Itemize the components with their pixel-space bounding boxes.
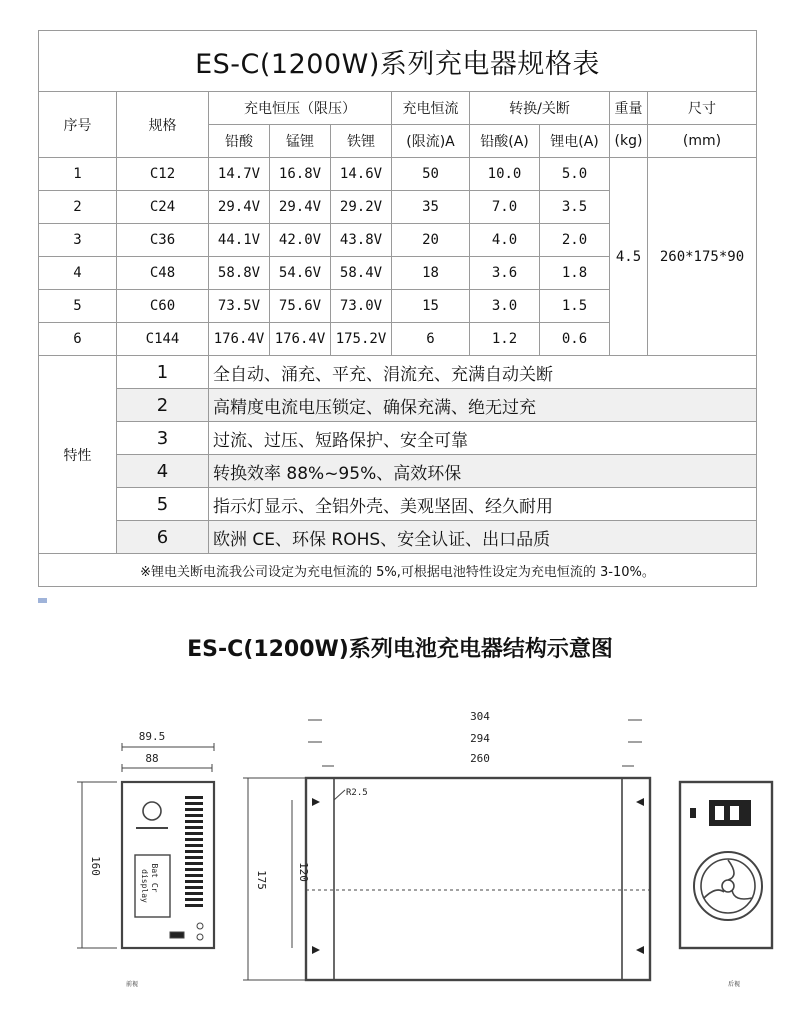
diagram-title: ES-C(1200W)系列电池充电器结构示意图 <box>187 637 613 662</box>
row-fe: 73.0V <box>331 290 392 323</box>
weight-value: 4.5 <box>610 158 648 356</box>
feature-number: 2 <box>117 389 209 422</box>
header-cc-unit: (限流)A <box>392 125 470 158</box>
spec-sheet <box>38 30 756 587</box>
size-value: 260*175*90 <box>648 158 757 356</box>
feature-number: 5 <box>117 488 209 521</box>
header-lead-acid: 铅酸 <box>209 125 270 158</box>
feature-row <box>39 389 757 422</box>
socket-slot <box>730 806 739 820</box>
fuse-icon <box>690 808 696 818</box>
header-switch-li: 锂电(A) <box>540 125 610 158</box>
knob-icon <box>143 802 161 820</box>
header-index: 序号 <box>39 92 117 158</box>
header-size-unit: (mm) <box>648 125 757 158</box>
led-icon <box>197 923 203 929</box>
header-lithium-fe: 铁锂 <box>331 125 392 158</box>
header-switch-lead: 铅酸(A) <box>470 125 540 158</box>
row-sw-lead: 1.2 <box>470 323 540 356</box>
spec-table <box>38 30 757 587</box>
row-sw-lead: 3.6 <box>470 257 540 290</box>
row-lead: 176.4V <box>209 323 270 356</box>
panel-text-2: display <box>140 869 149 903</box>
row-mn: 75.6V <box>270 290 331 323</box>
row-mn: 29.4V <box>270 191 331 224</box>
row-model: C36 <box>117 224 209 257</box>
feature-text: 转换效率 88%~95%、高效环保 <box>209 455 757 488</box>
feature-number: 6 <box>117 521 209 554</box>
row-sw-lead: 4.0 <box>470 224 540 257</box>
header-size: 尺寸 <box>648 92 757 125</box>
row-cc: 18 <box>392 257 470 290</box>
row-sw-li: 5.0 <box>540 158 610 191</box>
row-lead: 58.8V <box>209 257 270 290</box>
row-cc: 15 <box>392 290 470 323</box>
row-sw-lead: 7.0 <box>470 191 540 224</box>
dim-side-outer-height: 175 <box>255 870 268 890</box>
header-model: 规格 <box>117 92 209 158</box>
row-model: C12 <box>117 158 209 191</box>
panel-text-1: Bat Cr <box>150 863 159 893</box>
row-index: 5 <box>39 290 117 323</box>
vent-slots <box>185 796 203 907</box>
dim-side-length-1: 304 <box>470 710 490 723</box>
row-model: C60 <box>117 290 209 323</box>
dim-front-outer-width: 89.5 <box>138 730 166 743</box>
row-mn: 16.8V <box>270 158 331 191</box>
header-cc: 充电恒流 <box>392 92 470 125</box>
selection-marker <box>38 598 47 603</box>
row-index: 4 <box>39 257 117 290</box>
row-sw-li: 2.0 <box>540 224 610 257</box>
feature-text: 欧洲 CE、环保 ROHS、安全认证、出口品质 <box>209 521 757 554</box>
feature-row <box>39 422 757 455</box>
row-sw-li: 0.6 <box>540 323 610 356</box>
header-cv: 充电恒压（限压） <box>209 92 392 125</box>
row-sw-li: 1.5 <box>540 290 610 323</box>
row-lead: 14.7V <box>209 158 270 191</box>
dim-front-inner-width: 88 <box>145 752 159 765</box>
side-housing <box>306 778 650 980</box>
row-index: 1 <box>39 158 117 191</box>
row-lead: 44.1V <box>209 224 270 257</box>
row-cc: 20 <box>392 224 470 257</box>
fan-icon <box>694 852 762 920</box>
header-weight-unit: (kg) <box>610 125 648 158</box>
row-mn: 42.0V <box>270 224 331 257</box>
row-fe: 43.8V <box>331 224 392 257</box>
row-fe: 29.2V <box>331 191 392 224</box>
row-sw-lead: 3.0 <box>470 290 540 323</box>
row-cc: 6 <box>392 323 470 356</box>
side-notches <box>312 798 644 954</box>
dim-side-length-3: 260 <box>470 752 490 765</box>
table-title: ES-C(1200W)系列充电器规格表 <box>39 31 757 92</box>
feature-text: 高精度电流电压锁定、确保充满、绝无过充 <box>209 389 757 422</box>
header-weight: 重量 <box>610 92 648 125</box>
radius-leader <box>334 790 345 800</box>
structure-diagram <box>0 690 800 1030</box>
tiny-label-right: 后视 <box>728 981 741 988</box>
feature-text: 指示灯显示、全铝外壳、美观坚固、经久耐用 <box>209 488 757 521</box>
row-mn: 54.6V <box>270 257 331 290</box>
feature-row <box>39 521 757 554</box>
row-sw-lead: 10.0 <box>470 158 540 191</box>
feature-number: 4 <box>117 455 209 488</box>
header-switch: 转换/关断 <box>470 92 610 125</box>
feature-row <box>39 356 757 389</box>
feature-number: 3 <box>117 422 209 455</box>
row-fe: 14.6V <box>331 158 392 191</box>
feature-number: 1 <box>117 356 209 389</box>
feature-text: 全自动、涌充、平充、涓流充、充满自动关断 <box>209 356 757 389</box>
row-index: 3 <box>39 224 117 257</box>
dim-radius: R2.5 <box>346 788 368 798</box>
tiny-label-left: 前视 <box>126 981 139 988</box>
row-mn: 176.4V <box>270 323 331 356</box>
row-fe: 58.4V <box>331 257 392 290</box>
feature-row <box>39 488 757 521</box>
row-sw-li: 3.5 <box>540 191 610 224</box>
row-index: 2 <box>39 191 117 224</box>
switch-icon <box>170 932 184 938</box>
table-row <box>39 158 757 191</box>
row-model: C144 <box>117 323 209 356</box>
row-cc: 35 <box>392 191 470 224</box>
row-index: 6 <box>39 323 117 356</box>
table-note: ※锂电关断电流我公司设定为充电恒流的 5%,可根据电池特性设定为充电恒流的 3-10%。 <box>39 554 757 587</box>
dim-side-inner-height: 120 <box>297 862 310 882</box>
feature-row <box>39 455 757 488</box>
socket-slot <box>715 806 724 820</box>
feature-text: 过流、过压、短路保护、安全可靠 <box>209 422 757 455</box>
dim-front-height: 160 <box>89 856 102 876</box>
led-icon <box>197 934 203 940</box>
features-label: 特性 <box>39 356 117 554</box>
header-lithium-mn: 锰锂 <box>270 125 331 158</box>
row-model: C24 <box>117 191 209 224</box>
row-model: C48 <box>117 257 209 290</box>
row-fe: 175.2V <box>331 323 392 356</box>
row-lead: 73.5V <box>209 290 270 323</box>
row-sw-li: 1.8 <box>540 257 610 290</box>
dim-side-length-2: 294 <box>470 732 490 745</box>
row-lead: 29.4V <box>209 191 270 224</box>
row-cc: 50 <box>392 158 470 191</box>
